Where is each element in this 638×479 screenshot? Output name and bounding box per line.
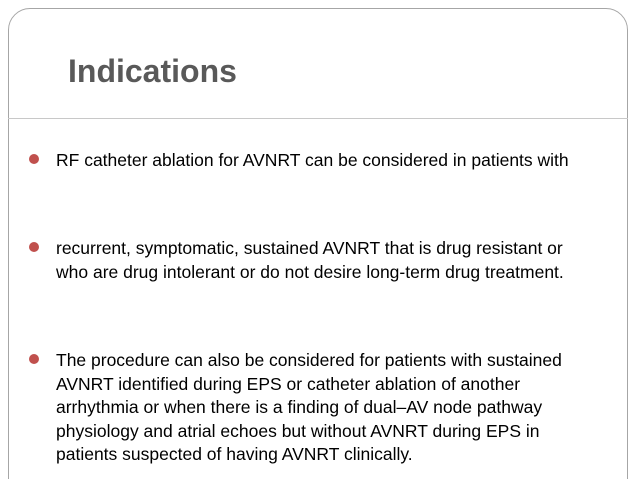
bullet-text: RF catheter ablation for AVNRT can be considered in patients with: [56, 150, 569, 170]
slide-title: Indications: [68, 53, 237, 89]
bullet-dot-icon: [29, 154, 39, 164]
bullet-text: recurrent, symptomatic, sustained AVNRT that is drug resistant or who are drug intolerant or do not desire long-term drug treatment.: [56, 238, 564, 282]
bullet-text: The procedure can also be considered for patients with sustained AVNRT identified during EPS or catheter ablation of another arrhythmia or when there is a finding of dual–AV node pathway physiology and atrial echoes but without AVNRT during EPS in patients suspected of having AVNRT clinically.: [56, 350, 562, 464]
bullet-dot-icon: [29, 242, 39, 252]
bullet-dot-icon: [29, 354, 39, 364]
title-divider: [8, 118, 628, 119]
